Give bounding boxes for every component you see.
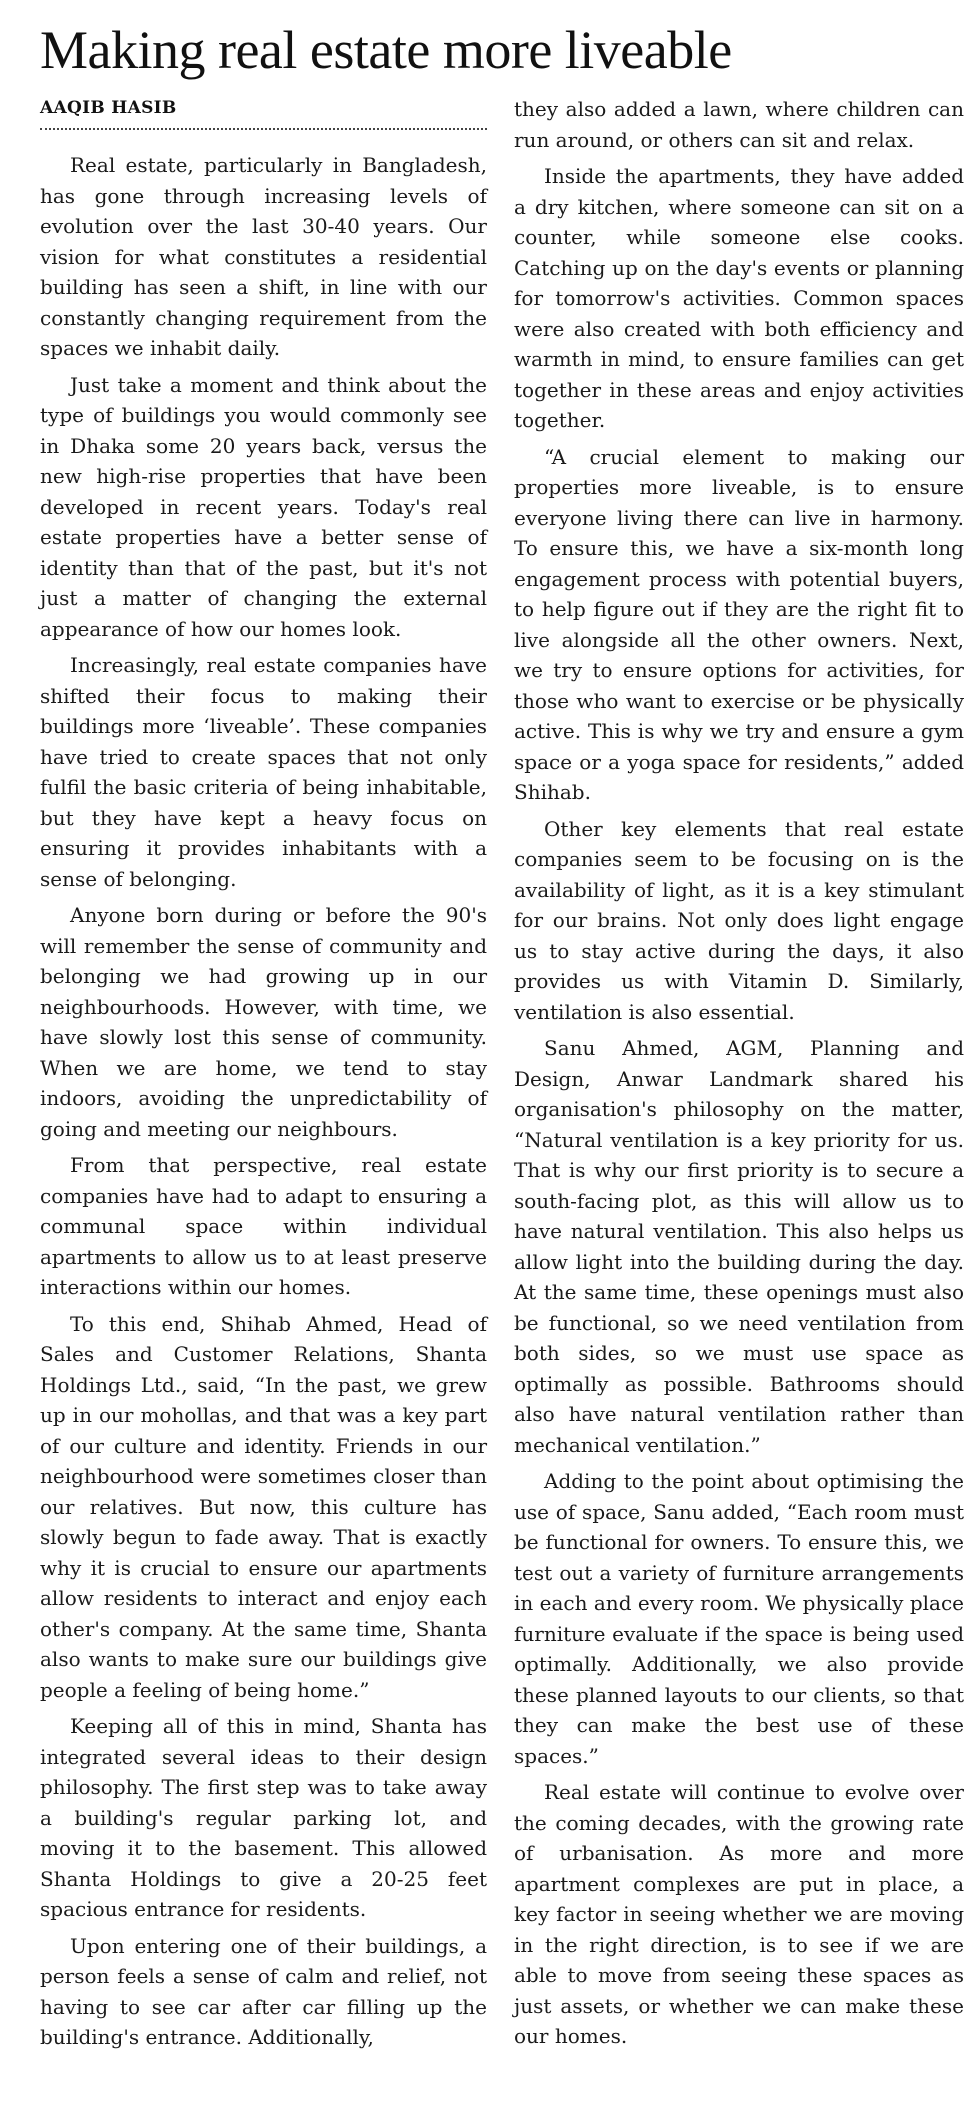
paragraph: Other key elements that real estate companies seem to be focusing on is the availability of light, as it is a key stimulant for our brains. Not only does light engage us to stay active during the days, it also provides us with Vitamin D. Similarly, ventilation is also essential. (514, 816, 964, 1024)
paragraph: From that perspective, real estate companies have had to adapt to ensuring a communal space within individual apartments to allow us to at least preserve interactions within our homes. (40, 1153, 487, 1299)
paragraph: Increasingly, real estate companies have shifted their focus to making their buildings more ‘liveable’. These companies have tried to create spaces that not only fulfil the basic criteria of being inhabitable, but they have kept a heavy focus on ensuring it provides inhabitants with a sense of belonging. (40, 653, 487, 891)
author-byline: AAQIB HASIB (40, 98, 487, 130)
paragraph: Real estate, particularly in Bangladesh, has gone through increasing levels of evolution over the last 30-40 years. Our vision for what constitutes a residential building has seen a shift, in line with our constantly changing requirement from the spaces we inhabit daily. (40, 153, 487, 360)
article-column-left (40, 150, 487, 2059)
paragraph: Sanu Ahmed, AGM, Planning and Design, Anwar Landmark shared his organisation's philosophy on the matter, “Natural ventilation is a key priority for us. That is why our first priority is to secure a south-facing plot, as this will allow us to have natural ventilation. This also helps us allow light into the building during the day. At the same time, these openings must also be functional, so we need ventilation from both sides, so we must use space as optimally as possible. Bathrooms should also have natural ventilation rather than mechanical ventilation.” (514, 1036, 964, 1457)
paragraph: Upon entering one of their buildings, a person feels a sense of calm and relief, not having to see car after car filling up the building's entrance. Additionally, (40, 1933, 487, 2049)
paragraph-continuation: they also added a lawn, where children can run around, or others can sit and relax. (514, 97, 964, 152)
headline: Making real estate more liveable (40, 20, 732, 80)
paragraph: Anyone born during or before the 90's will remember the sense of community and belonging we had growing up in our neighbourhoods. However, with time, we have slowly lost this sense of community. When we are home, we tend to stay indoors, avoiding the unpredictability of going and meeting our neighbours. (40, 903, 487, 1141)
paragraph: Inside the apartments, they have added a dry kitchen, where someone can sit on a counter, while someone else cooks. Catching up on the day's events or planning for tomorrow's activities. Common spaces were also created with both efficiency and warmth in mind, to ensure families can get together in these areas and enjoy activities together. (514, 164, 964, 432)
paragraph: To this end, Shihab Ahmed, Head of Sales and Customer Relations, Shanta Holdings Ltd., said, “In the past, we grew up in our mohollas, and that was a key part of our culture and identity. Friends in our neighbourhood were sometimes closer than our relatives. But now, this culture has slowly begun to fade away. That is exactly why it is crucial to ensure our apartments allow residents to interact and enjoy each other's company. At the same time, Shanta also wants to make sure our buildings give people a feeling of being home.” (40, 1311, 487, 1702)
paragraph: “A crucial element to making our properties more liveable, is to ensure everyone living there can live in harmony. To ensure this, we have a six-month long engagement process with potential buyers, to help figure out if they are the right fit to live alongside all the other owners. Next, we try to ensure options for activities, for those who want to exercise or be physically active. This is why we try and ensure a gym space or a yoga space for residents,” added Shihab. (514, 444, 964, 804)
article-column-right (514, 94, 964, 2058)
paragraph: Keeping all of this in mind, Shanta has integrated several ideas to their design philosophy. The first step was to take away a building's regular parking lot, and moving it to the basement. This allowed Shanta Holdings to give a 20-25 feet spacious entrance for residents. (40, 1714, 487, 1921)
paragraph: Real estate will continue to evolve over the coming decades, with the growing rate of urbanisation. As more and more apartment complexes are put in place, a key factor in seeing whether we are moving in the right direction, is to see if we are able to move from seeing these spaces as just assets, or whether we can make these our homes. (514, 1780, 964, 2048)
paragraph: Just take a moment and think about the type of buildings you would commonly see in Dhaka some 20 years back, versus the new high-rise properties that have been developed in recent years. Today's real estate properties have a better sense of identity than that of the past, but it's not just a matter of changing the external appearance of how our homes look. (40, 372, 487, 641)
paragraph: Adding to the point about optimising the use of space, Sanu added, “Each room must be functional for owners. To ensure this, we test out a variety of furniture arrangements in each and every room. We physically place furniture evaluate if the space is being used optimally. Additionally, we also provide these planned layouts to our clients, so that they can make the best use of these spaces.” (514, 1469, 964, 1768)
